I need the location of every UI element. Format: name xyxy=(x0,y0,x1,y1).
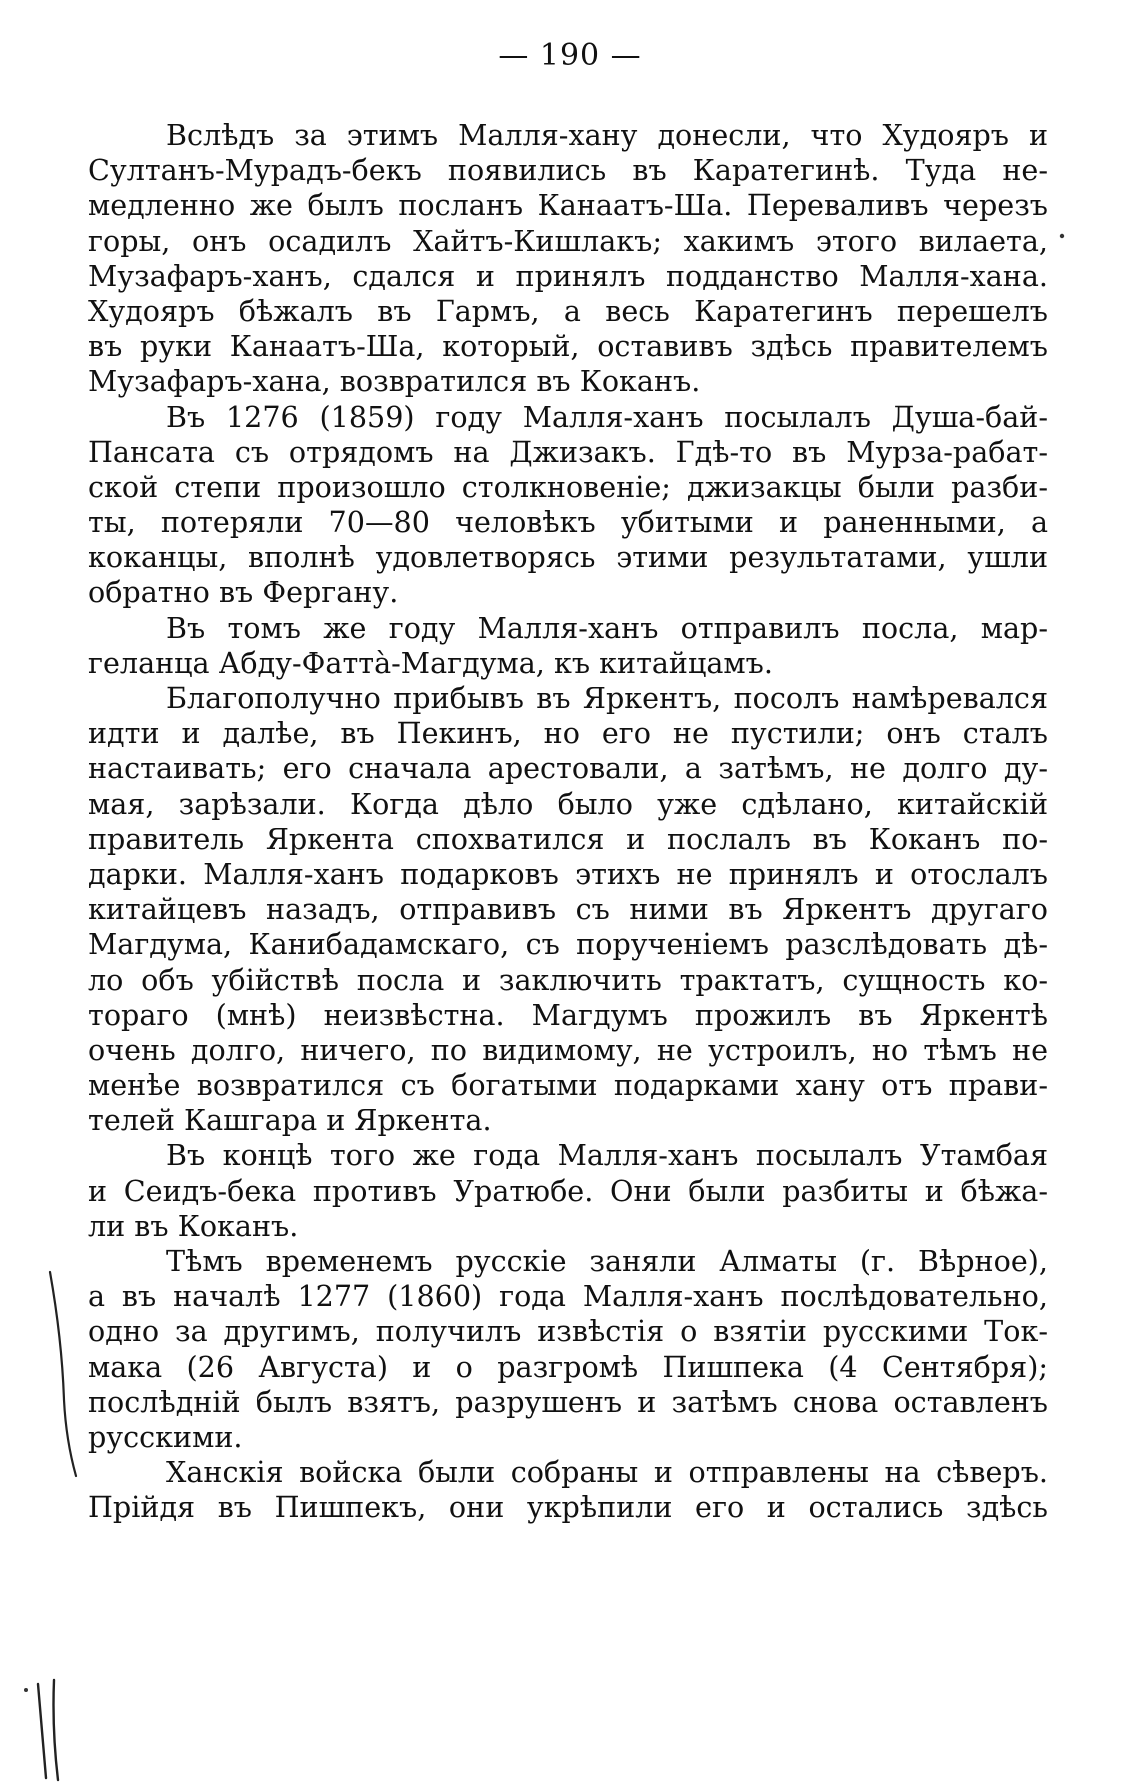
text-line: Музафаръ-хана, возвратился въ Коканъ. xyxy=(88,364,701,399)
body-text xyxy=(88,118,1048,1526)
text-line: коканцы, вполнѣ удовлетворясь этими результатами, ушли xyxy=(88,540,1048,575)
text-line: а въ началѣ 1277 (1860) года Малля-ханъ послѣдовательно, xyxy=(88,1279,1048,1314)
paragraph xyxy=(88,400,1048,611)
text-line: дарки. Малля-ханъ подарковъ этихъ не принялъ и отослалъ xyxy=(88,856,1048,891)
margin-bracket-mark xyxy=(50,1272,76,1476)
speck-mark xyxy=(24,1688,28,1692)
text-line: Султанъ-Мурадъ-бекъ появились въ Каратегинѣ. Туда не- xyxy=(88,153,1048,188)
text-line: Въ томъ же году Малля-ханъ отправилъ посла, мар- xyxy=(166,610,1048,645)
text-line: Магдума, Канибадамскаго, съ порученіемъ разслѣдовать дѣ- xyxy=(88,927,1048,962)
text-line: тораго (мнѣ) неизвѣстна. Магдумъ прожилъ въ Яркентѣ xyxy=(88,997,1048,1032)
text-line: геланца Абду-Фаттà-Магдума, къ китайцамъ. xyxy=(88,645,773,680)
margin-double-stroke-mark xyxy=(54,1680,59,1780)
text-line: китайцевъ назадъ, отправивъ съ ними въ Яркентъ другаго xyxy=(88,892,1048,927)
text-line: Благополучно прибывъ въ Яркентъ, посолъ намѣревался xyxy=(166,681,1048,715)
text-line: Пансата съ отрядомъ на Джизакъ. Гдѣ-то въ Мурза-рабат- xyxy=(88,434,1048,469)
speck-mark xyxy=(1060,234,1064,238)
text-line: менѣе возвратился съ богатыми подарками хану отъ прави- xyxy=(88,1068,1048,1103)
paragraph xyxy=(88,1455,1048,1525)
margin-double-stroke-mark xyxy=(38,1684,46,1778)
text-line: мая, зарѣзали. Когда дѣло было уже сдѣлано, китайскій xyxy=(88,786,1048,821)
text-line: обратно въ Фергану. xyxy=(88,575,399,610)
paragraph xyxy=(88,681,1048,1138)
text-line: мака (26 Августа) и о разгромѣ Пишпека (4 Сентября); xyxy=(88,1349,1048,1384)
text-line: ло объ убійствѣ посла и заключить трактатъ, сущность ко- xyxy=(88,962,1048,997)
text-line: горы, онъ осадилъ Хайтъ-Кишлакъ; хакимъ этого вилаета, xyxy=(88,223,1048,258)
paragraph xyxy=(88,611,1048,681)
text-line: ты, потеряли 70—80 человѣкъ убитыми и раненными, а xyxy=(88,505,1048,540)
text-line: очень долго, ничего, по видимому, не устроилъ, но тѣмъ не xyxy=(88,1032,1048,1067)
text-line: Въ 1276 (1859) году Малля-ханъ посылалъ Душа-бай- xyxy=(166,399,1048,434)
text-line: въ руки Канаатъ-Ша, который, оставивъ здѣсь правителемъ xyxy=(88,329,1048,364)
page-number: — 190 — xyxy=(498,38,642,73)
paragraph xyxy=(88,1244,1048,1455)
text-line: Въ концѣ того же года Малля-ханъ посылалъ Утамбая xyxy=(166,1138,1048,1173)
text-line: Вслѣдъ за этимъ Малля-хану донесли, что Худояръ и xyxy=(166,118,1048,152)
text-line: Музафаръ-ханъ, сдался и принялъ подданство Малля-хана. xyxy=(88,258,1048,293)
text-line: одно за другимъ, получилъ извѣстія о взятіи русскими Ток- xyxy=(88,1314,1048,1349)
text-line: Ханскія войска были собраны и отправлены на сѣверъ. xyxy=(166,1455,1048,1490)
text-line: послѣдній былъ взятъ, разрушенъ и затѣмъ снова оставленъ xyxy=(88,1384,1048,1419)
text-line: медленно же былъ посланъ Канаатъ-Ша. Переваливъ черезъ xyxy=(88,188,1048,223)
text-line: правитель Яркента спохватился и послалъ въ Коканъ по- xyxy=(88,821,1048,856)
text-line: идти и далѣе, въ Пекинъ, но его не пустили; онъ сталъ xyxy=(88,716,1048,751)
paragraph xyxy=(88,1138,1048,1244)
text-line: ской степи произошло столкновеніе; джизакцы были разби- xyxy=(88,469,1048,504)
text-line: и Сеидъ-бека противъ Уратюбе. Они были разбиты и бѣжа- xyxy=(88,1173,1048,1208)
text-line: телей Кашгара и Яркента. xyxy=(88,1103,492,1138)
text-line: ли въ Коканъ. xyxy=(88,1208,299,1243)
text-line: русскими. xyxy=(88,1419,243,1454)
paragraph xyxy=(88,118,1048,400)
text-line: Прійдя въ Пишпекъ, они укрѣпили его и остались здѣсь xyxy=(88,1490,1048,1525)
text-line: Тѣмъ временемъ русскіе заняли Алматы (г. Вѣрное), xyxy=(166,1244,1048,1278)
text-line: Худояръ бѣжалъ въ Гармъ, а весь Каратегинъ перешелъ xyxy=(88,293,1048,328)
text-line: настаивать; его сначала арестовали, а затѣмъ, не долго ду- xyxy=(88,751,1048,786)
